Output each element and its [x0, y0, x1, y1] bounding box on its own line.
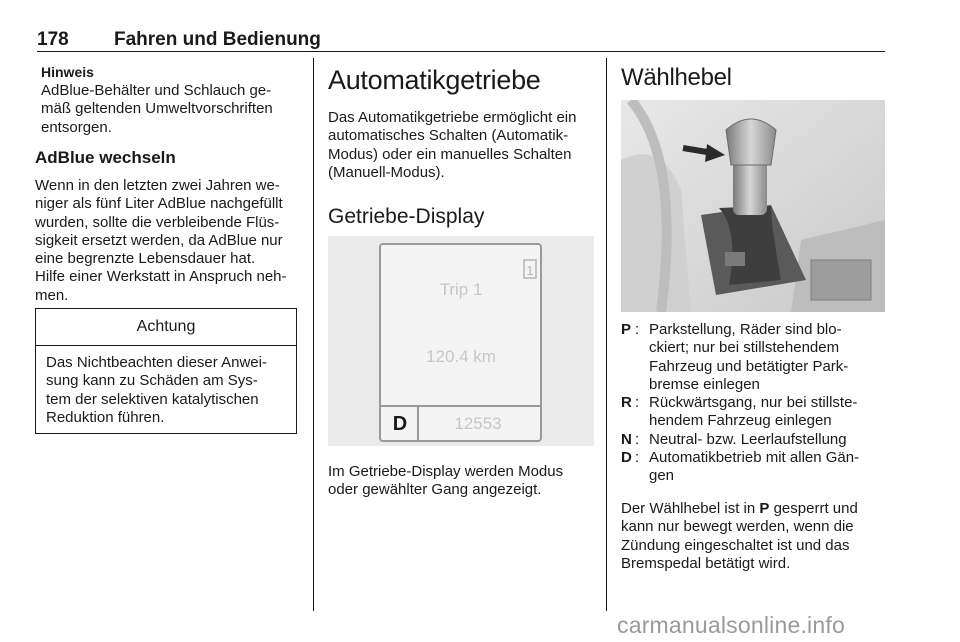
- gear-key: P: [621, 321, 632, 338]
- selector-lever-heading: Wählhebel: [621, 64, 732, 91]
- trip-distance: 120.4 km: [426, 347, 496, 366]
- para-text-after: gesperrt und kann nur bewegt werden, wenn die Zündung eingeschaltet ist und das Bremspedal betätigt wird.: [621, 500, 858, 572]
- note-text: AdBlue-Behälter und Schlauch ge- mäß geltenden Umweltvorschriften entsorgen.: [41, 82, 273, 136]
- main-heading: Automatikgetriebe: [328, 65, 541, 95]
- para-bold-gear: P: [759, 500, 770, 517]
- display-caption: Im Getriebe-Display werden Modus oder gewählter Gang angezeigt.: [328, 463, 564, 499]
- gear-colon: :: [635, 394, 640, 412]
- caution-box: [35, 308, 297, 434]
- caution-text: Das Nichtbeachten dieser Anwei- sung kann zu Schäden am Sys- tem der selektiven katalytischen Reduktion führen.: [46, 354, 267, 426]
- page-header: [37, 29, 885, 52]
- chapter-title: Fahren und Bedienung: [114, 29, 321, 50]
- trip-label: Trip 1: [439, 280, 483, 299]
- gear-colon: :: [635, 321, 640, 338]
- gear-colon: :: [635, 449, 640, 467]
- display-illustration: [328, 236, 594, 446]
- watermark: carmanualsonline.info: [617, 612, 845, 638]
- gear-key: D: [621, 449, 632, 467]
- intro-paragraph: Das Automatikgetriebe ermöglicht ein automatisches Schalten (Automatik- Modus) oder ein manuelles Schalten (Manuell-Modus).: [328, 109, 577, 181]
- selector-lever-image: [621, 100, 885, 312]
- display-heading: Getriebe-Display: [328, 205, 485, 228]
- column-divider: [313, 58, 314, 611]
- gear-colon: :: [635, 430, 640, 448]
- odometer-value: 12553: [454, 414, 502, 433]
- gear-description: Rückwärtsgang, nur bei stillste- hendem Fahrzeug einlegen: [649, 394, 858, 430]
- caution-title: Achtung: [36, 309, 296, 346]
- column-divider: [606, 58, 607, 611]
- gear-key: N: [621, 430, 632, 448]
- section-heading-adblue: AdBlue wechseln: [35, 148, 176, 167]
- gear-description: Automatikbetrieb mit allen Gän- gen: [649, 449, 860, 485]
- page-indicator-text: 1: [526, 263, 534, 278]
- adblue-paragraph: Wenn in den letzten zwei Jahren we- niger als fünf Liter AdBlue nachgefüllt wurden, sollte die verbleibende Flüs- sigkeit ersetzt werden, da AdBlue nur eine begrenzte Lebensdauer hat. Hilfe einer Werkstatt in Anspruch neh- men.: [35, 177, 287, 304]
- gear-row-d: [621, 449, 885, 486]
- gear-key: R: [621, 394, 632, 412]
- selector-lever-paragraph: [621, 500, 887, 573]
- page-number: 178: [37, 29, 69, 50]
- gear-position-list: [621, 321, 885, 486]
- gear-row-r: [621, 394, 885, 431]
- gear-description: Neutral- bzw. Leerlaufstellung: [649, 430, 847, 448]
- gear-description: Parkstellung, Räder sind blo- ckiert; nur bei stillstehendem Fahrzeug und betätigter Park- bremse einlegen: [649, 321, 849, 393]
- gear-indicator: D: [392, 413, 408, 435]
- para-text-before: Der Wählhebel ist in: [621, 500, 760, 517]
- transmission-display-image: [328, 236, 594, 446]
- note-heading: Hinweis: [41, 64, 94, 80]
- gear-row-n: [621, 431, 885, 449]
- lever-illustration: [621, 100, 885, 312]
- gear-row-p: [621, 321, 885, 394]
